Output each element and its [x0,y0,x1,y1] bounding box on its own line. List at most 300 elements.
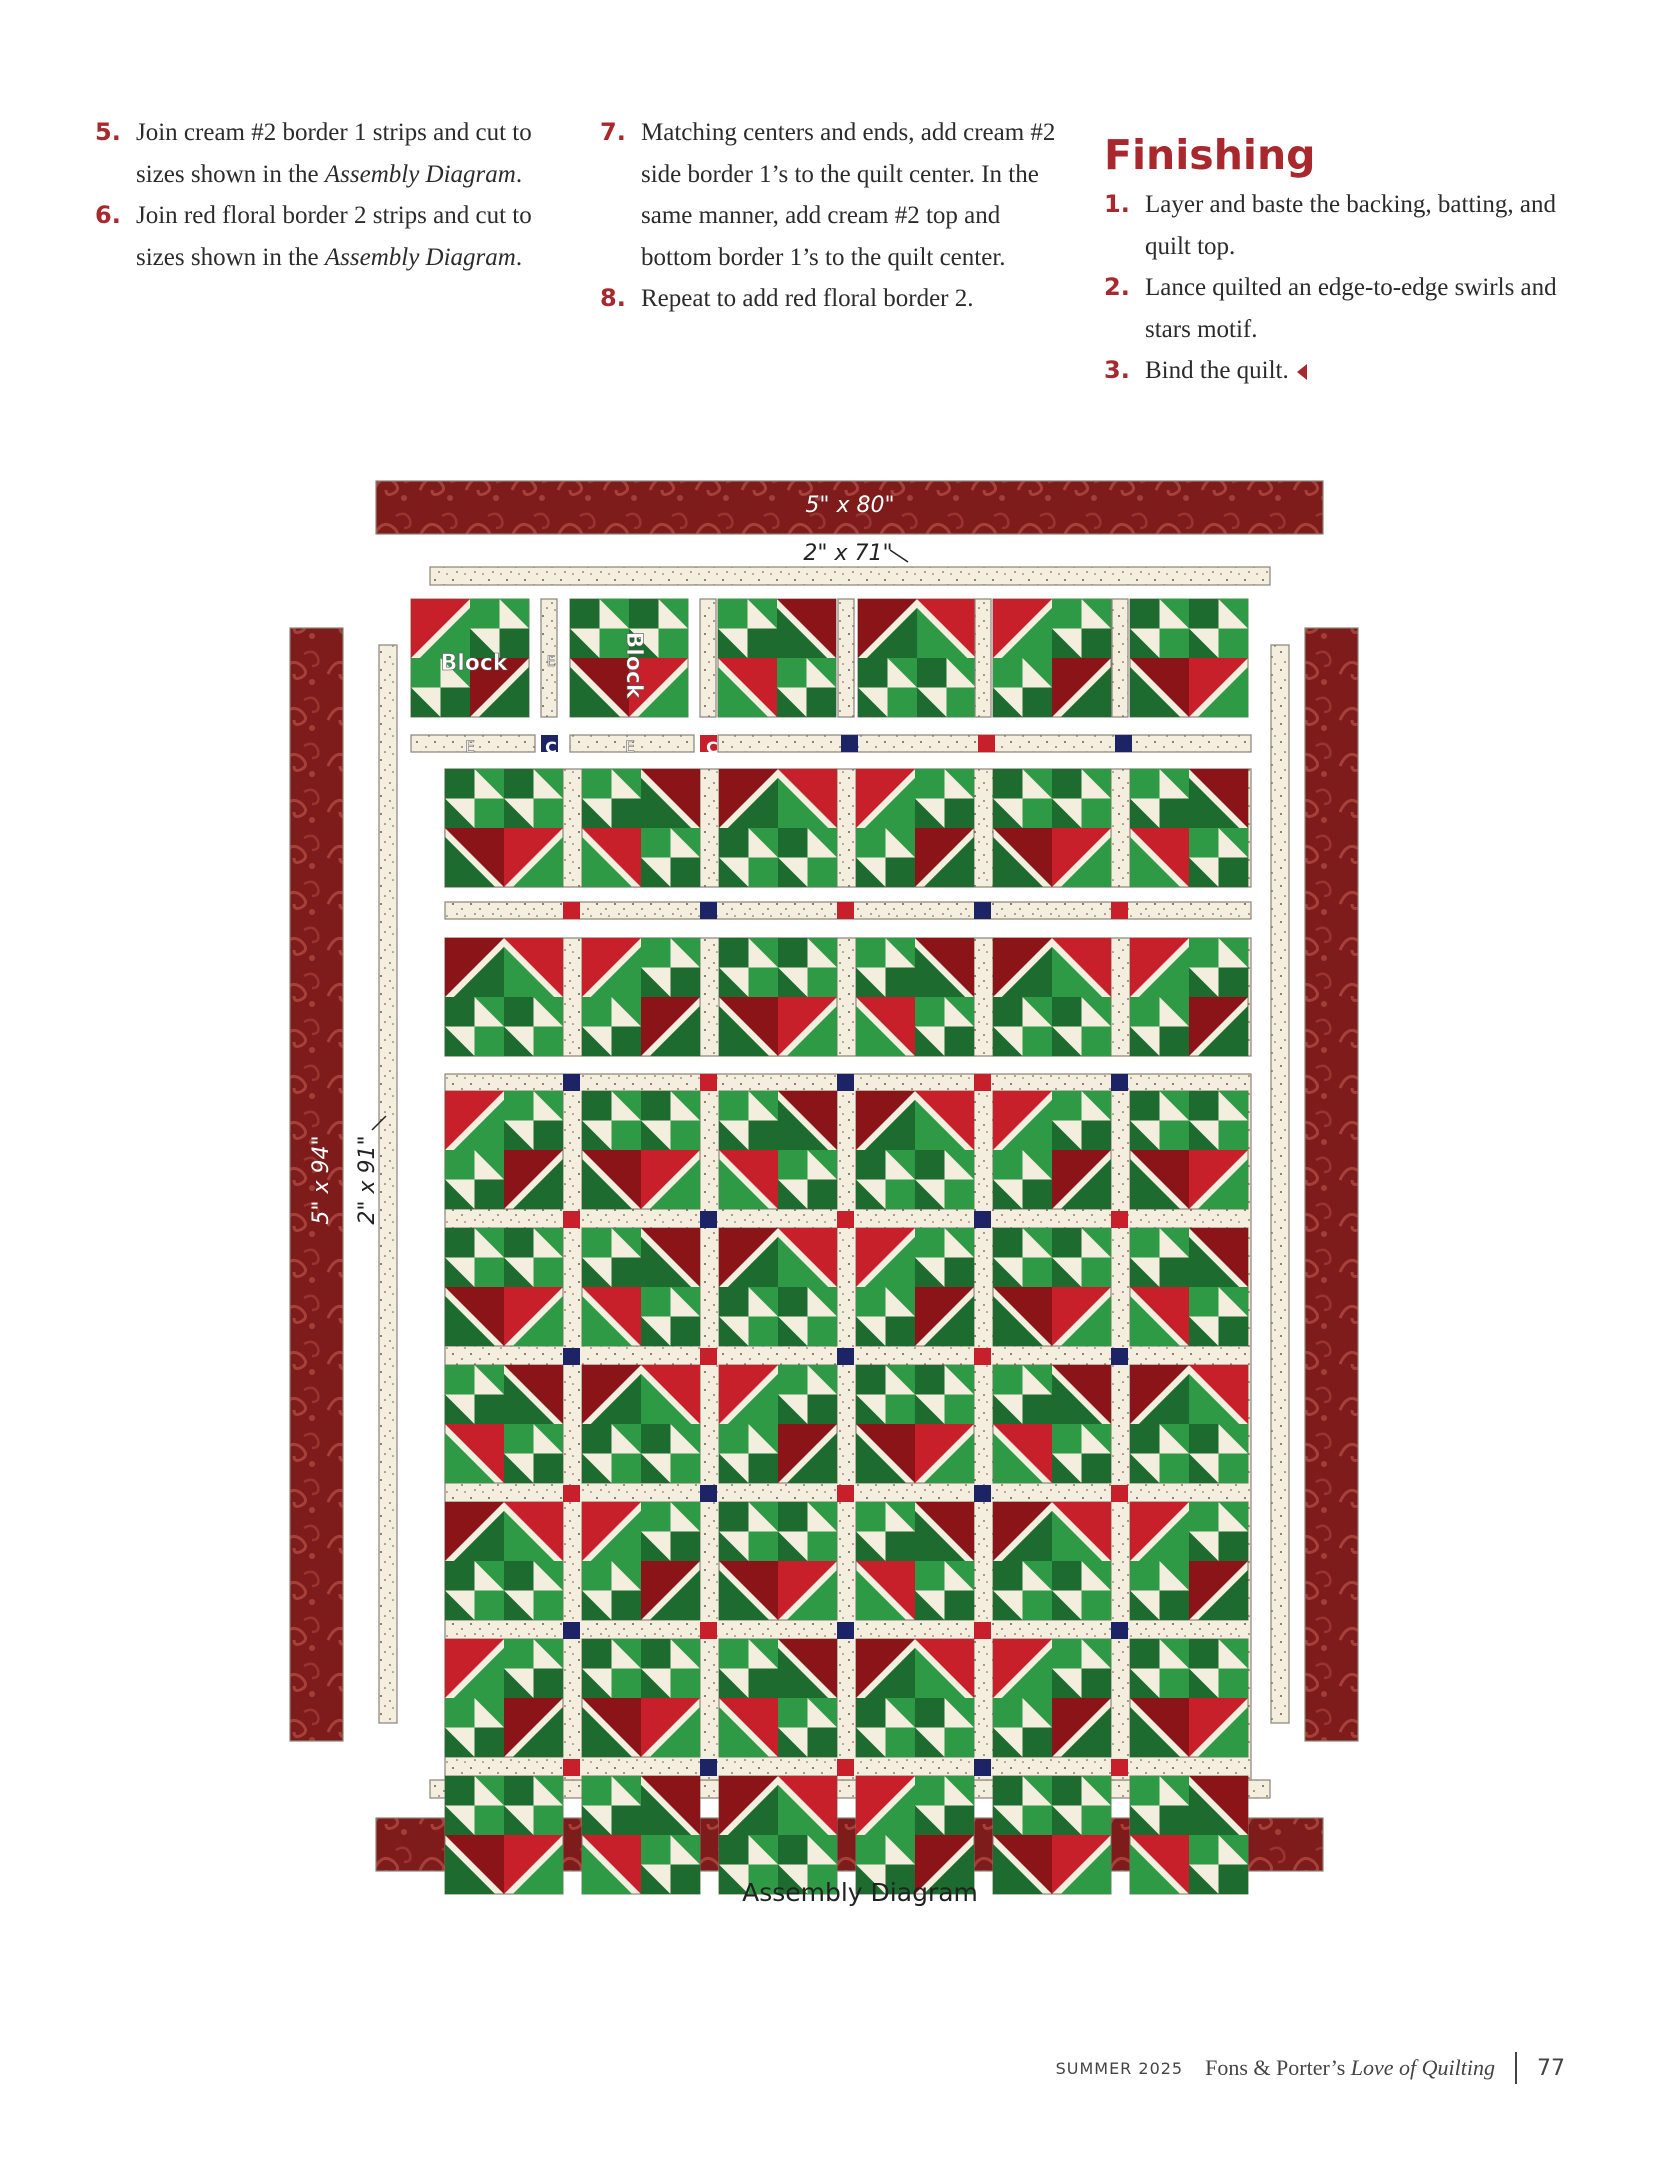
cornerstone [563,1759,580,1776]
step-number: 2. [1104,273,1130,301]
quilt-block [993,938,1111,1056]
block-label: Block [440,651,508,676]
patch-square [915,1150,945,1180]
patch-square [856,1365,886,1395]
patch-square [1023,1180,1053,1210]
quilt-block [582,1502,700,1620]
patch-square [808,1317,838,1347]
patch-square [612,1591,642,1621]
patch-square [915,1776,945,1806]
magazine-name: Fons & Porter’s [1205,2055,1351,2080]
patch-square [671,858,701,888]
step-text: Bind the quilt. [1145,357,1289,384]
patch-square [671,1121,701,1151]
patch-square [1189,828,1219,858]
patch-square [612,1027,642,1057]
quilt-block [1130,1776,1248,1894]
patch-square [1219,1121,1249,1151]
quilt-block [445,938,563,1056]
patch-square [856,1287,886,1317]
step-number: 6. [95,201,121,229]
patch-square [856,1835,886,1865]
patch-square [719,1091,749,1121]
quilt-block [993,769,1111,887]
patch-square [886,1180,916,1210]
patch-square [1082,1454,1112,1484]
patch-square [1052,599,1082,629]
sashing-vertical [838,599,854,717]
patch-square [475,1027,505,1057]
quilt-block [993,599,1111,717]
patch-square [856,938,886,968]
cornerstone [974,1485,991,1502]
patch-square [1052,1561,1082,1591]
patch-square [641,1502,671,1532]
patch-square [778,828,808,858]
cornerstone [563,902,580,919]
quilt-block [1130,1639,1248,1757]
border1-right [1271,645,1289,1723]
patch-square [582,769,612,799]
patch-square [1160,1806,1190,1836]
patch-square [504,1228,534,1258]
patch-square [1082,1027,1112,1057]
patch-square [808,1532,838,1562]
patch-square [1052,1776,1082,1806]
quilt-block [1130,1091,1248,1209]
patch-square [778,1365,808,1395]
step-text: Join red floral border 2 strips and cut to sizes shown in the [136,202,532,271]
quilt-block [582,1228,700,1346]
patch-square [534,1806,564,1836]
patch-square [993,1365,1023,1395]
cornerstone [563,1074,580,1091]
patch-square [993,1561,1023,1591]
patch-square [1219,1532,1249,1562]
patch-square [641,938,671,968]
patch-square [993,658,1023,688]
patch-square [445,1228,475,1258]
patch-square [671,1317,701,1347]
quilt-block [993,1639,1111,1757]
quilt-block [582,1639,700,1757]
cornerstone [1111,1622,1128,1639]
patch-square [1219,1317,1249,1347]
quilt-block [856,1776,974,1894]
patch-square [582,1639,612,1669]
patch-square [475,799,505,829]
patch-square [1023,1027,1053,1057]
patch-square [1130,1424,1160,1454]
page-footer [1056,2052,1565,2084]
patch-square [719,1502,749,1532]
patch-square [1130,1561,1160,1591]
patch-square [1160,799,1190,829]
patch-square [915,1365,945,1395]
cornerstone [974,1348,991,1365]
cornerstone [837,1622,854,1639]
patch-square [718,599,748,629]
side-border2-label: 5" x 94" [309,1135,334,1225]
quilt-block [582,1365,700,1483]
diagram-caption: Assembly Diagram [742,1878,978,1907]
step-text: Repeat to add red floral border 2. [641,285,974,312]
border1-top [430,567,1270,585]
patch-square [629,599,659,629]
patch-square [1219,1669,1249,1699]
patch-square [856,1150,886,1180]
quilt-block [582,1091,700,1209]
patch-square [659,629,689,659]
quilt-block [719,1365,837,1483]
cornerstone [837,1074,854,1091]
quilt-block [856,938,974,1056]
quilt-block [445,1502,563,1620]
quilt-block [1130,1502,1248,1620]
magazine-title: Love of Quilting [1350,2055,1495,2080]
quilt-block [858,599,976,717]
quilt-block [1130,938,1248,1056]
cornerstone-label-2: C [706,738,718,757]
patch-square [1130,1091,1160,1121]
patch-square [1130,769,1160,799]
cornerstone-label-1: C [545,738,557,757]
patch-square [534,1027,564,1057]
patch-square [1219,629,1249,659]
step-number: 7. [600,118,626,146]
patch-square [504,1424,534,1454]
cornerstone [700,1211,717,1228]
patch-square [534,1669,564,1699]
patch-square [1160,1258,1190,1288]
patch-square [778,1287,808,1317]
patch-square [856,1502,886,1532]
cornerstone [837,1211,854,1228]
patch-square [1130,1228,1160,1258]
patch-square [445,1150,475,1180]
patch-square [945,1180,975,1210]
patch-square [1219,1454,1249,1484]
patch-square [504,1091,534,1121]
cornerstone [978,735,995,752]
quilt-block [856,1639,974,1757]
patch-square [1023,1806,1053,1836]
patch-square [858,658,888,688]
patch-square [1052,1228,1082,1258]
patch-square [475,1591,505,1621]
sashing-label-vertical: E [546,654,556,670]
patch-square [778,1698,808,1728]
patch-square [504,1561,534,1591]
cornerstone [837,902,854,919]
cornerstone [563,1211,580,1228]
cornerstone [1111,902,1128,919]
patch-square [915,1561,945,1591]
step-text-end: . [515,243,523,271]
quilt-block [445,1639,563,1757]
top-border1-leader [890,550,908,562]
patch-square [1160,1454,1190,1484]
cornerstone [1111,1759,1128,1776]
cornerstone [700,1759,717,1776]
patch-square [534,1454,564,1484]
patch-square [582,997,612,1027]
patch-square [475,1806,505,1836]
patch-square [441,688,471,718]
patch-square [886,1395,916,1425]
patch-square [808,1395,838,1425]
patch-square [612,1669,642,1699]
patch-square [1082,1591,1112,1621]
cornerstone [841,735,858,752]
patch-square [411,658,441,688]
patch-square [915,1228,945,1258]
cornerstone [1115,735,1132,752]
cornerstone [974,1622,991,1639]
patch-square [1189,1287,1219,1317]
patch-square [534,1258,564,1288]
quilt-block [1130,599,1248,717]
sashing-label-1: E [464,737,476,756]
side-border1-label: 2" x 91" [355,1135,380,1225]
border1-left [379,645,397,1723]
patch-square [475,1180,505,1210]
step-text: Matching centers and ends, add cream #2 side border 1’s to the quilt center. In the same manner, add cream #2 top and bottom border 1’s to the quilt center. [641,119,1056,271]
quilt-block [993,1091,1111,1209]
patch-square [1023,1258,1053,1288]
step-text: Join cream #2 border 1 strips and cut to sizes shown in the [136,119,532,188]
quilt-block [582,938,700,1056]
patch-square [808,858,838,888]
sashing-label-2: E [624,737,636,756]
quilt-block [856,1228,974,1346]
quilt-block [856,1502,974,1620]
patch-square [719,938,749,968]
patch-square [504,1776,534,1806]
patch-square [719,1424,749,1454]
sashing-vertical [700,599,716,717]
patch-square [641,1835,671,1865]
patch-square [749,1454,779,1484]
patch-square [749,1121,779,1151]
step-text: Layer and baste the backing, batting, and quilt top. [1145,191,1556,260]
patch-square [915,769,945,799]
cornerstone [974,1759,991,1776]
patch-square [993,1150,1023,1180]
diagram-layer [290,481,1358,1894]
cornerstone [563,1622,580,1639]
step-text: Lance quilted an edge-to-edge swirls and stars motif. [1145,274,1557,343]
patch-square [807,688,837,718]
patch-square [671,968,701,998]
patch-square [534,1121,564,1151]
patch-square [993,769,1023,799]
patch-square [1082,1121,1112,1151]
patch-square [641,1639,671,1669]
patch-square [749,968,779,998]
patch-square [1130,1776,1160,1806]
step-emphasis: Assembly Diagram [324,243,516,271]
patch-square [1189,938,1219,968]
cornerstone [1111,1348,1128,1365]
patch-square [445,1365,475,1395]
patch-square [534,799,564,829]
patch-square [749,1317,779,1347]
patch-square [1082,1669,1112,1699]
patch-square [1082,1806,1112,1836]
quilt-block [445,1228,563,1346]
quilt-block [445,1091,563,1209]
cornerstone [1111,1211,1128,1228]
cornerstone [700,1485,717,1502]
patch-square [1189,1835,1219,1865]
patch-square [1160,1121,1190,1151]
patch-square [1219,1865,1249,1895]
sashing-vertical [1112,599,1128,717]
step-number: 1. [1104,190,1130,218]
patch-square [1052,1424,1082,1454]
patch-square [445,1776,475,1806]
footer-magazine [1205,2055,1495,2081]
patch-square [1082,629,1112,659]
quilt-block [445,769,563,887]
patch-square [1189,1091,1219,1121]
patch-square [993,1776,1023,1806]
quilt-block [445,1365,563,1483]
patch-square [1023,799,1053,829]
border2-right [1305,628,1358,1741]
cornerstone [974,1074,991,1091]
patch-square [778,1502,808,1532]
patch-square [641,1091,671,1121]
patch-square [1052,1639,1082,1669]
patch-square [504,1639,534,1669]
cornerstone [837,1759,854,1776]
cornerstone [1111,1074,1128,1091]
patch-square [915,997,945,1027]
quilt-block [718,599,836,717]
patch-square [808,1180,838,1210]
patch-square [1219,968,1249,998]
quilt-block [993,1776,1111,1894]
patch-square [1189,1639,1219,1669]
patch-square [641,1287,671,1317]
quilt-block [993,1502,1111,1620]
patch-square [612,1258,642,1288]
patch-square [641,1424,671,1454]
patch-square [886,1728,916,1758]
patch-square [1130,1639,1160,1669]
sashing-vertical [975,599,991,717]
footer-divider [1515,2052,1517,2084]
quilt-block [582,769,700,887]
patch-square [719,828,749,858]
patch-square [582,1228,612,1258]
quilt-block [445,1776,563,1894]
patch-square [886,968,916,998]
patch-square [671,1532,701,1562]
patch-square [475,1728,505,1758]
patch-square [1160,1591,1190,1621]
cornerstone [700,1074,717,1091]
patch-square [671,1669,701,1699]
patch-square [993,1698,1023,1728]
patch-square [719,1639,749,1669]
patch-square [749,858,779,888]
cornerstone [700,902,717,919]
cornerstone [974,902,991,919]
cornerstone [563,1485,580,1502]
patch-square [749,1532,779,1562]
patch-square [582,1424,612,1454]
cornerstone [837,1485,854,1502]
patch-square [534,1591,564,1621]
cornerstone [700,1348,717,1365]
patch-square [778,1150,808,1180]
quilt-block [1130,1365,1248,1483]
patch-square [886,1317,916,1347]
patch-square [445,769,475,799]
patch-square [945,1027,975,1057]
patch-square [719,1835,749,1865]
patch-square [917,658,947,688]
patch-square [945,799,975,829]
patch-square [1023,1591,1053,1621]
cornerstone [700,1622,717,1639]
quilt-block [1130,769,1248,887]
quilt-block [856,1365,974,1483]
cornerstone [837,1348,854,1365]
patch-square [748,629,778,659]
patch-square [470,599,500,629]
patch-square [778,1835,808,1865]
step-number: 8. [600,284,626,312]
step-number: 3. [1104,356,1130,384]
patch-square [641,828,671,858]
patch-square [1160,1027,1190,1057]
patch-square [915,1698,945,1728]
patch-square [504,997,534,1027]
patch-square [1219,858,1249,888]
patch-square [886,1532,916,1562]
patch-square [886,858,916,888]
patch-square [856,1698,886,1728]
quilt-block [719,1776,837,1894]
patch-square [1189,599,1219,629]
patch-square [1023,1728,1053,1758]
patch-square [1052,769,1082,799]
patch-square [445,1561,475,1591]
page-number: 77 [1537,2055,1565,2081]
patch-square [612,799,642,829]
patch-square [945,1806,975,1836]
top-border1-label: 2" x 71" [803,541,893,566]
patch-square [582,1561,612,1591]
patch-square [582,1776,612,1806]
cornerstone [1111,1485,1128,1502]
patch-square [945,1728,975,1758]
quilt-block [719,1091,837,1209]
patch-square [1052,1091,1082,1121]
finishing-heading: Finishing [1104,131,1316,179]
patch-square [612,1121,642,1151]
patch-square [1189,1424,1219,1454]
patch-square [612,1806,642,1836]
patch-square [1023,1395,1053,1425]
quilt-block [856,769,974,887]
patch-square [612,1454,642,1484]
quilt-block [719,769,837,887]
